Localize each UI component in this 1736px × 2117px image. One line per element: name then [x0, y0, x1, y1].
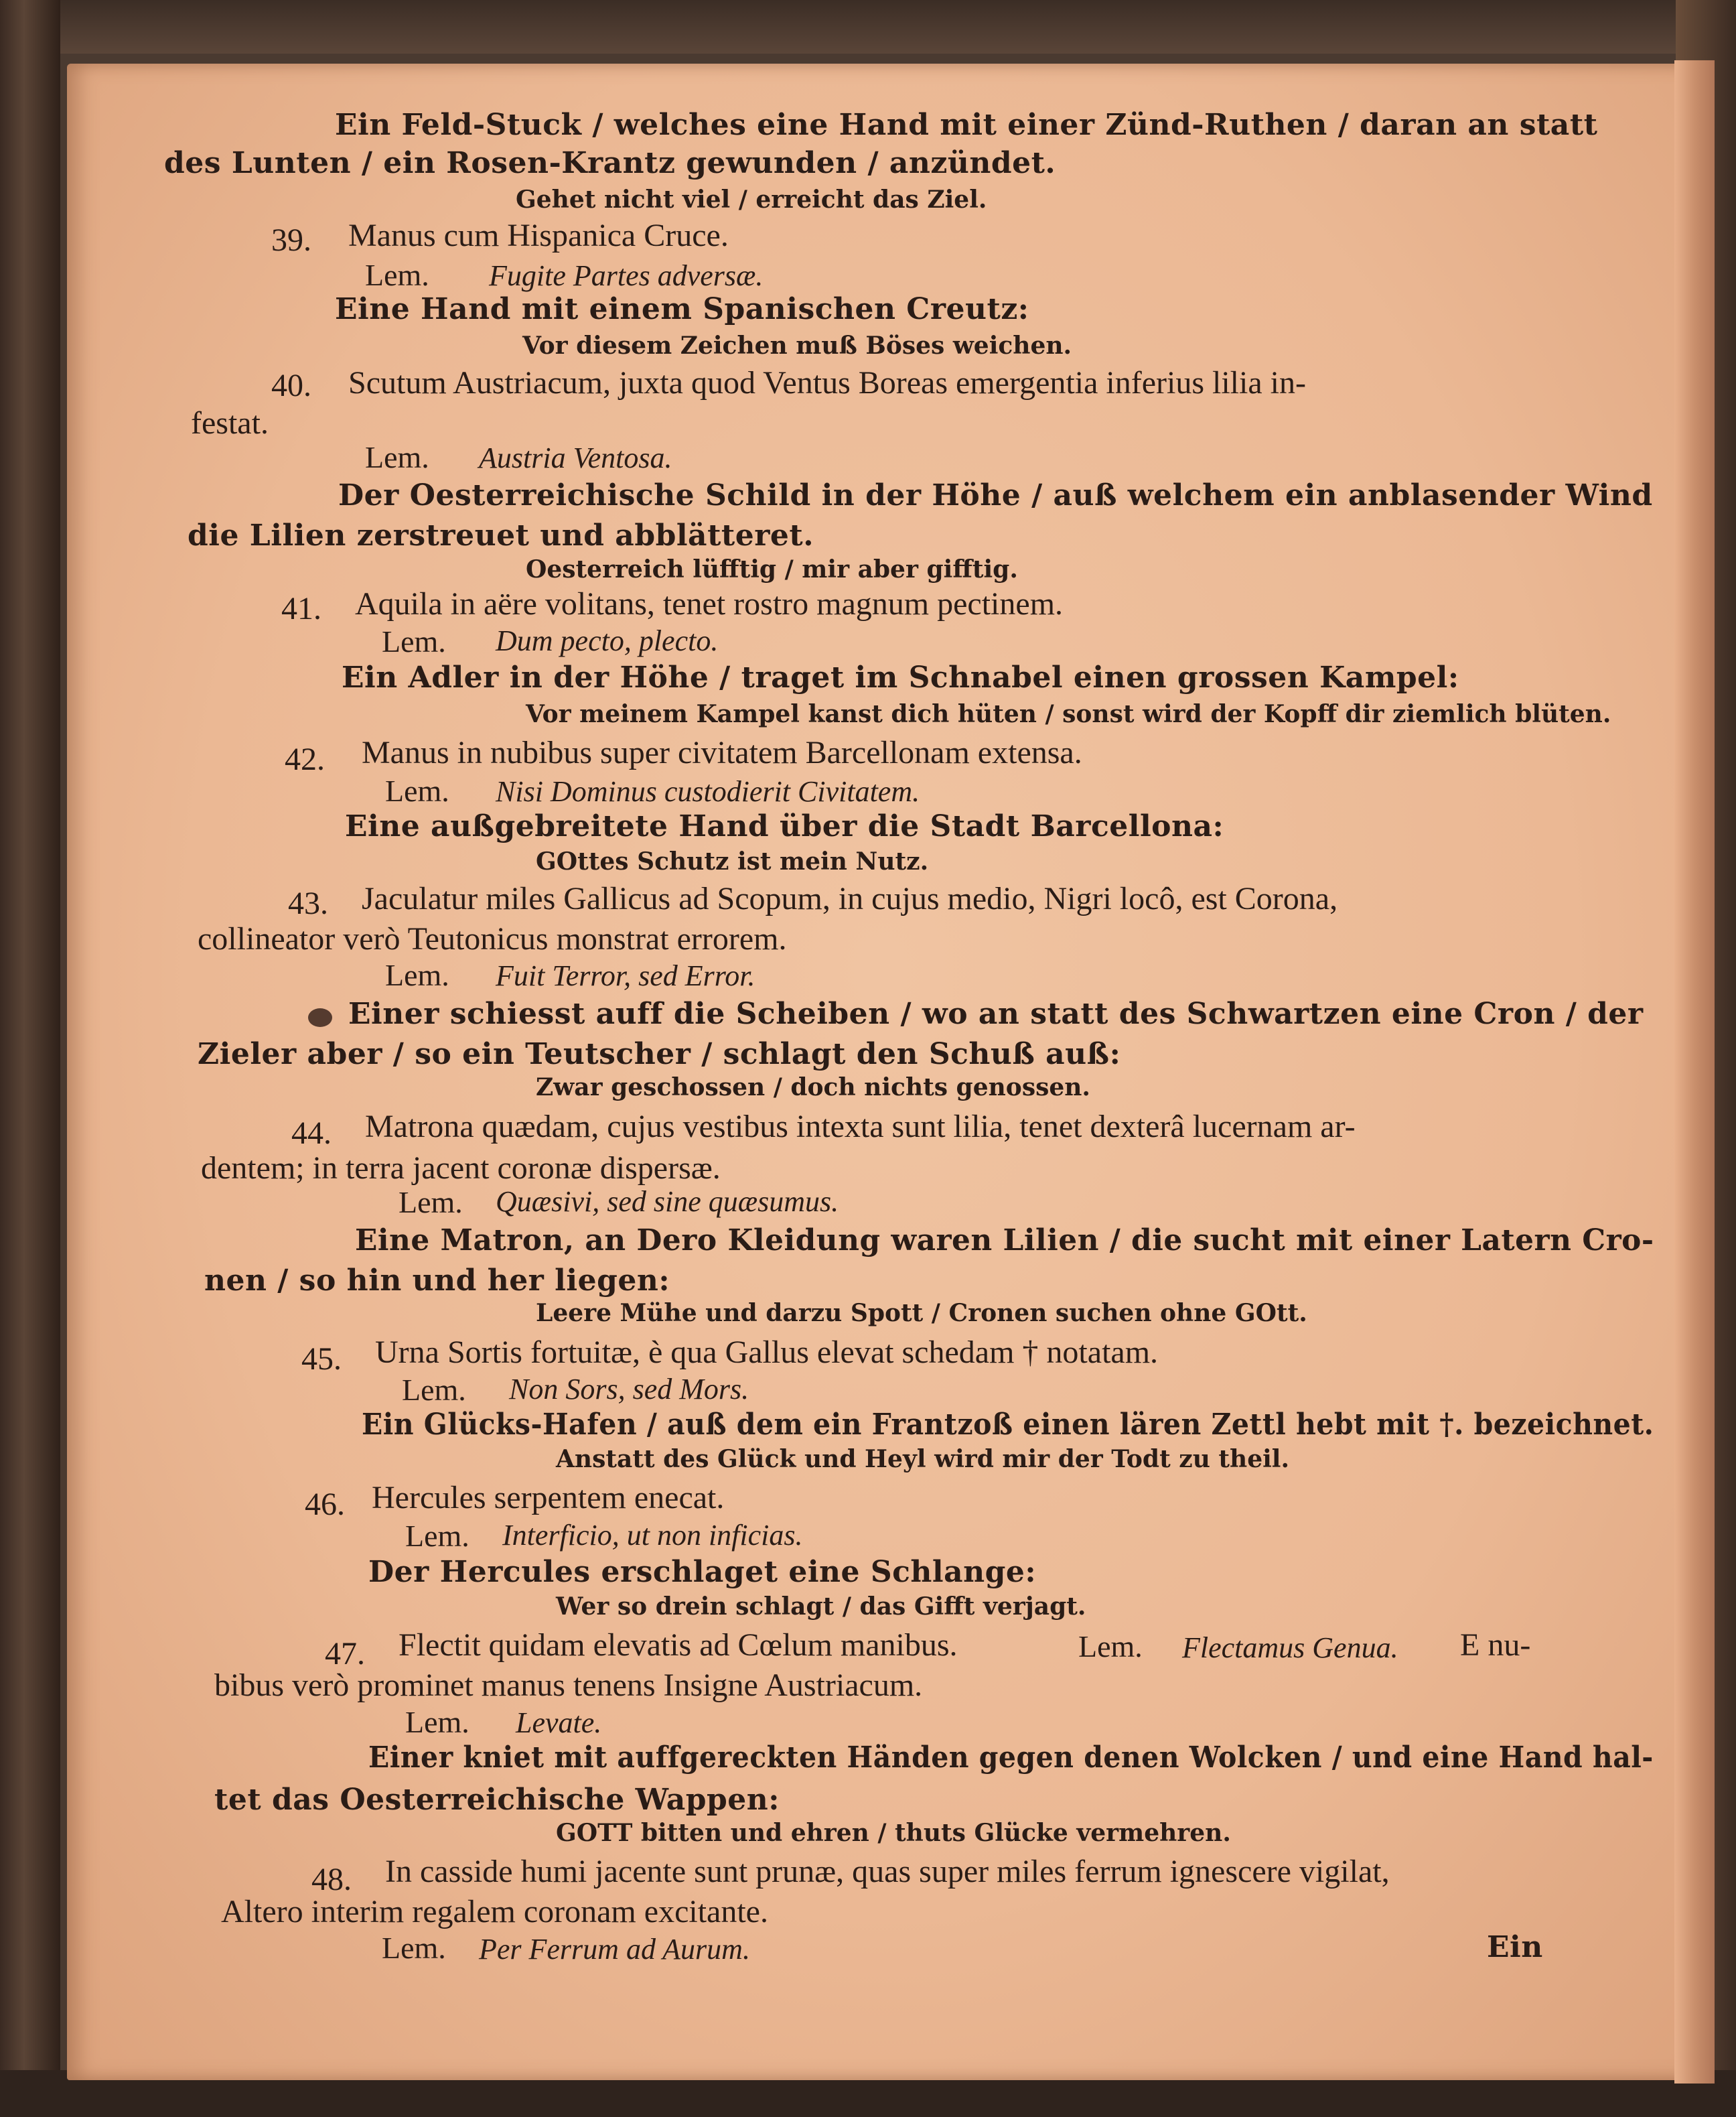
entry-number: 39.	[271, 222, 311, 258]
latin-line: Manus cum Hispanica Cruce.	[348, 218, 729, 253]
lem-label: Lem.	[1078, 1629, 1143, 1663]
lemma-text: Dum pecto, plecto.	[496, 624, 719, 657]
page-gutter	[1674, 60, 1715, 2084]
latin-line: E nu-	[1460, 1627, 1531, 1663]
lem-label: Lem.	[365, 258, 429, 292]
motto-line: GOttes Schutz ist mein Nutz.	[536, 847, 929, 876]
latin-line: Jaculatur miles Gallicus ad Scopum, in cujus medio, Nigri locô, est Corona,	[362, 881, 1338, 916]
text-line: Eine Matron, an Dero Kleidung waren Lilien / die sucht mit einer Latern Cro-	[355, 1223, 1654, 1257]
book-cover-left	[0, 0, 60, 2117]
entry-number: 40.	[271, 368, 311, 403]
entry-number: 41.	[281, 591, 321, 626]
text-line: Ein Adler in der Höhe / traget im Schnabel einen grossen Kampel:	[342, 661, 1459, 695]
motto-line: Anstatt des Glück und Heyl wird mir der Todt zu theil.	[556, 1445, 1290, 1473]
lemma-text: Fugite Partes adversæ.	[489, 259, 764, 292]
text-line: des Lunten / ein Rosen-Krantz gewunden / anzündet.	[164, 146, 1056, 180]
motto-line: Wer so drein schlagt / das Gifft verjagt.	[556, 1592, 1086, 1621]
lemma-text: Fuit Terror, sed Error.	[496, 959, 755, 992]
motto-line: Gehet nicht viel / erreicht das Ziel.	[516, 186, 987, 214]
ink-blot	[308, 1008, 332, 1027]
text-line: Eine außgebreitete Hand über die Stadt Barcellona:	[345, 809, 1224, 843]
motto-line: Vor diesem Zeichen muß Böses weichen.	[522, 332, 1072, 360]
text-line: die Lilien zerstreuet und abblätteret.	[188, 519, 814, 553]
lemma-text: Non Sors, sed Mors.	[509, 1373, 749, 1406]
entry-number: 45.	[301, 1341, 342, 1377]
text-line: tet das Oesterreichische Wappen:	[214, 1783, 780, 1817]
latin-line: Urna Sortis fortuitæ, è qua Gallus elevat schedam † notatam.	[375, 1335, 1159, 1370]
lemma-text: Interficio, ut non inficias.	[502, 1519, 803, 1552]
text-line: Ein Feld-Stuck / welches eine Hand mit einer Zünd-Ruthen / daran an statt	[335, 108, 1598, 142]
latin-line: Matrona quædam, cujus vestibus intexta sunt lilia, tenet dexterâ lucernam ar-	[365, 1109, 1356, 1144]
latin-line: dentem; in terra jacent coronæ dispersæ.	[201, 1150, 721, 1186]
latin-line: Aquila in aëre volitans, tenet rostro magnum pectinem.	[355, 586, 1064, 622]
lemma-text: Nisi Dominus custodierit Civitatem.	[496, 775, 920, 808]
lemma-text: Flectamus Genua.	[1182, 1631, 1398, 1664]
entry-number: 44.	[291, 1115, 332, 1151]
lemma-text: Quæsivi, sed sine quæsumus.	[496, 1185, 839, 1218]
text-line: Ein Glücks-Hafen / auß dem ein Frantzoß einen lären Zettl hebt mit †. bezeichnet.	[362, 1408, 1654, 1442]
latin-line: festat.	[191, 405, 269, 441]
motto-line: Oesterreich lüfftig / mir aber gifftig.	[526, 555, 1018, 584]
latin-line: In casside humi jacente sunt prunæ, quas super miles ferrum ignescere vigilat,	[385, 1854, 1390, 1889]
text-line: Eine Hand mit einem Spanischen Creutz:	[335, 292, 1029, 326]
text-line: Der Hercules erschlaget eine Schlange:	[368, 1555, 1037, 1589]
text-line: Einer kniet mit auffgereckten Händen gegen denen Wolcken / und eine Hand hal-	[368, 1740, 1654, 1775]
latin-line: bibus verò prominet manus tenens Insigne Austriacum.	[214, 1667, 923, 1703]
text-line: Einer schiesst auff die Scheiben / wo an statt des Schwartzen eine Cron / der	[348, 997, 1644, 1031]
entry-number: 46.	[305, 1487, 345, 1522]
lem-label: Lem.	[405, 1705, 469, 1739]
lemma-text: Per Ferrum ad Aurum.	[479, 1933, 750, 1966]
latin-line: Flectit quidam elevatis ad Cœlum manibus.	[399, 1627, 958, 1663]
lem-label: Lem.	[385, 774, 449, 808]
latin-line: Scutum Austriacum, juxta quod Ventus Boreas emergentia inferius lilia in-	[348, 365, 1306, 401]
lemma-text: Austria Ventosa.	[479, 441, 672, 474]
motto-line: Leere Mühe und darzu Spott / Cronen suchen ohne GOtt.	[536, 1299, 1307, 1327]
latin-line: Manus in nubibus super civitatem Barcellonam extensa.	[362, 735, 1082, 770]
catchword: Ein	[1487, 1930, 1543, 1964]
text-line: nen / so hin und her liegen:	[204, 1264, 670, 1298]
text-line: Zieler aber / so ein Teutscher / schlagt den Schuß auß:	[198, 1037, 1121, 1071]
lem-label: Lem.	[382, 624, 446, 659]
book-cover-top	[0, 0, 1736, 54]
text-line: Der Oesterreichische Schild in der Höhe / auß welchem ein anblasender Wind	[338, 478, 1653, 513]
lem-label: Lem.	[365, 440, 429, 474]
motto-line: Vor meinem Kampel kanst dich hüten / sonst wird der Kopff dir ziemlich blüten.	[526, 700, 1611, 728]
latin-line: Altero interim regalem coronam excitante.	[221, 1894, 768, 1929]
entry-number: 48.	[311, 1862, 352, 1897]
latin-line: collineator verò Teutonicus monstrat errorem.	[198, 921, 787, 957]
latin-line: Hercules serpentem enecat.	[372, 1480, 725, 1515]
lem-label: Lem.	[399, 1185, 463, 1219]
lemma-text: Levate.	[516, 1706, 602, 1739]
lem-label: Lem.	[402, 1373, 466, 1407]
motto-line: GOTT bitten und ehren / thuts Glücke vermehren.	[556, 1819, 1231, 1847]
lem-label: Lem.	[385, 958, 449, 992]
motto-line: Zwar geschossen / doch nichts genossen.	[536, 1073, 1090, 1101]
entry-number: 47.	[325, 1636, 365, 1671]
entry-number: 43.	[288, 886, 328, 921]
lem-label: Lem.	[405, 1519, 469, 1553]
entry-number: 42.	[285, 742, 325, 777]
lem-label: Lem.	[382, 1931, 446, 1965]
